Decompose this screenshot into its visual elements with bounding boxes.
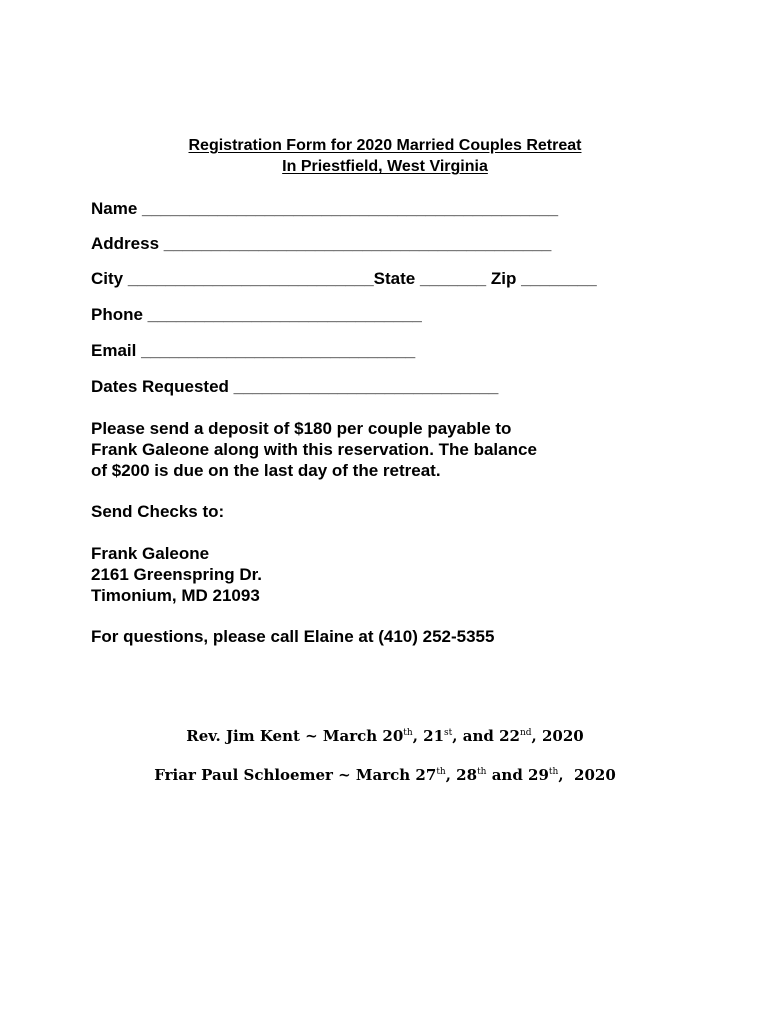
address-line: 2161 Greenspring Dr. — [91, 565, 263, 584]
form-subtitle: In Priestfield, West Virginia — [282, 158, 488, 175]
deposit-line: Frank Galeone along with this reservation. The balance — [91, 440, 537, 459]
retreat-date-line — [0, 726, 770, 746]
ordinal-suffix: th — [403, 728, 413, 738]
deposit-line: of $200 is due on the last day of the retreat. — [91, 461, 441, 480]
retreat-text: , 21 — [412, 727, 445, 745]
email-field[interactable]: Email _____________________________ — [91, 341, 416, 360]
ordinal-suffix: st — [444, 728, 453, 738]
retreat-text: , 2020 — [531, 727, 584, 745]
phone-field[interactable]: Phone _____________________________ — [91, 305, 422, 324]
mailing-address — [91, 543, 611, 606]
deposit-paragraph — [91, 418, 611, 481]
retreat-text: Friar Paul Schloemer ~ March 27 — [154, 766, 437, 784]
city-state-zip-field[interactable]: City __________________________State _______ Zip ________ — [91, 269, 597, 288]
ordinal-suffix: th — [548, 767, 559, 777]
dates-requested-field[interactable]: Dates Requested ____________________________ — [91, 377, 499, 396]
retreat-text: , 2020 — [558, 766, 616, 784]
retreat-text: , 28 — [445, 766, 478, 784]
retreat-text: and 29 — [486, 766, 549, 784]
retreat-date-line — [0, 765, 770, 785]
retreat-text: Rev. Jim Kent ~ March 20 — [186, 727, 404, 745]
address-line: Frank Galeone — [91, 544, 210, 563]
ordinal-suffix: th — [436, 767, 446, 777]
send-checks-label: Send Checks to: — [91, 502, 225, 521]
address-field[interactable]: Address _________________________________________ — [91, 234, 552, 253]
deposit-line: Please send a deposit of $180 per couple payable to — [91, 419, 512, 438]
ordinal-suffix: th — [477, 767, 487, 777]
ordinal-suffix: nd — [519, 728, 532, 738]
address-line: Timonium, MD 21093 — [91, 586, 260, 605]
questions-contact: For questions, please call Elaine at (410) 252-5355 — [91, 627, 495, 646]
retreat-text: , and 22 — [452, 727, 520, 745]
name-field[interactable]: Name ____________________________________________ — [91, 199, 559, 218]
form-title: Registration Form for 2020 Married Couples Retreat — [188, 137, 582, 154]
